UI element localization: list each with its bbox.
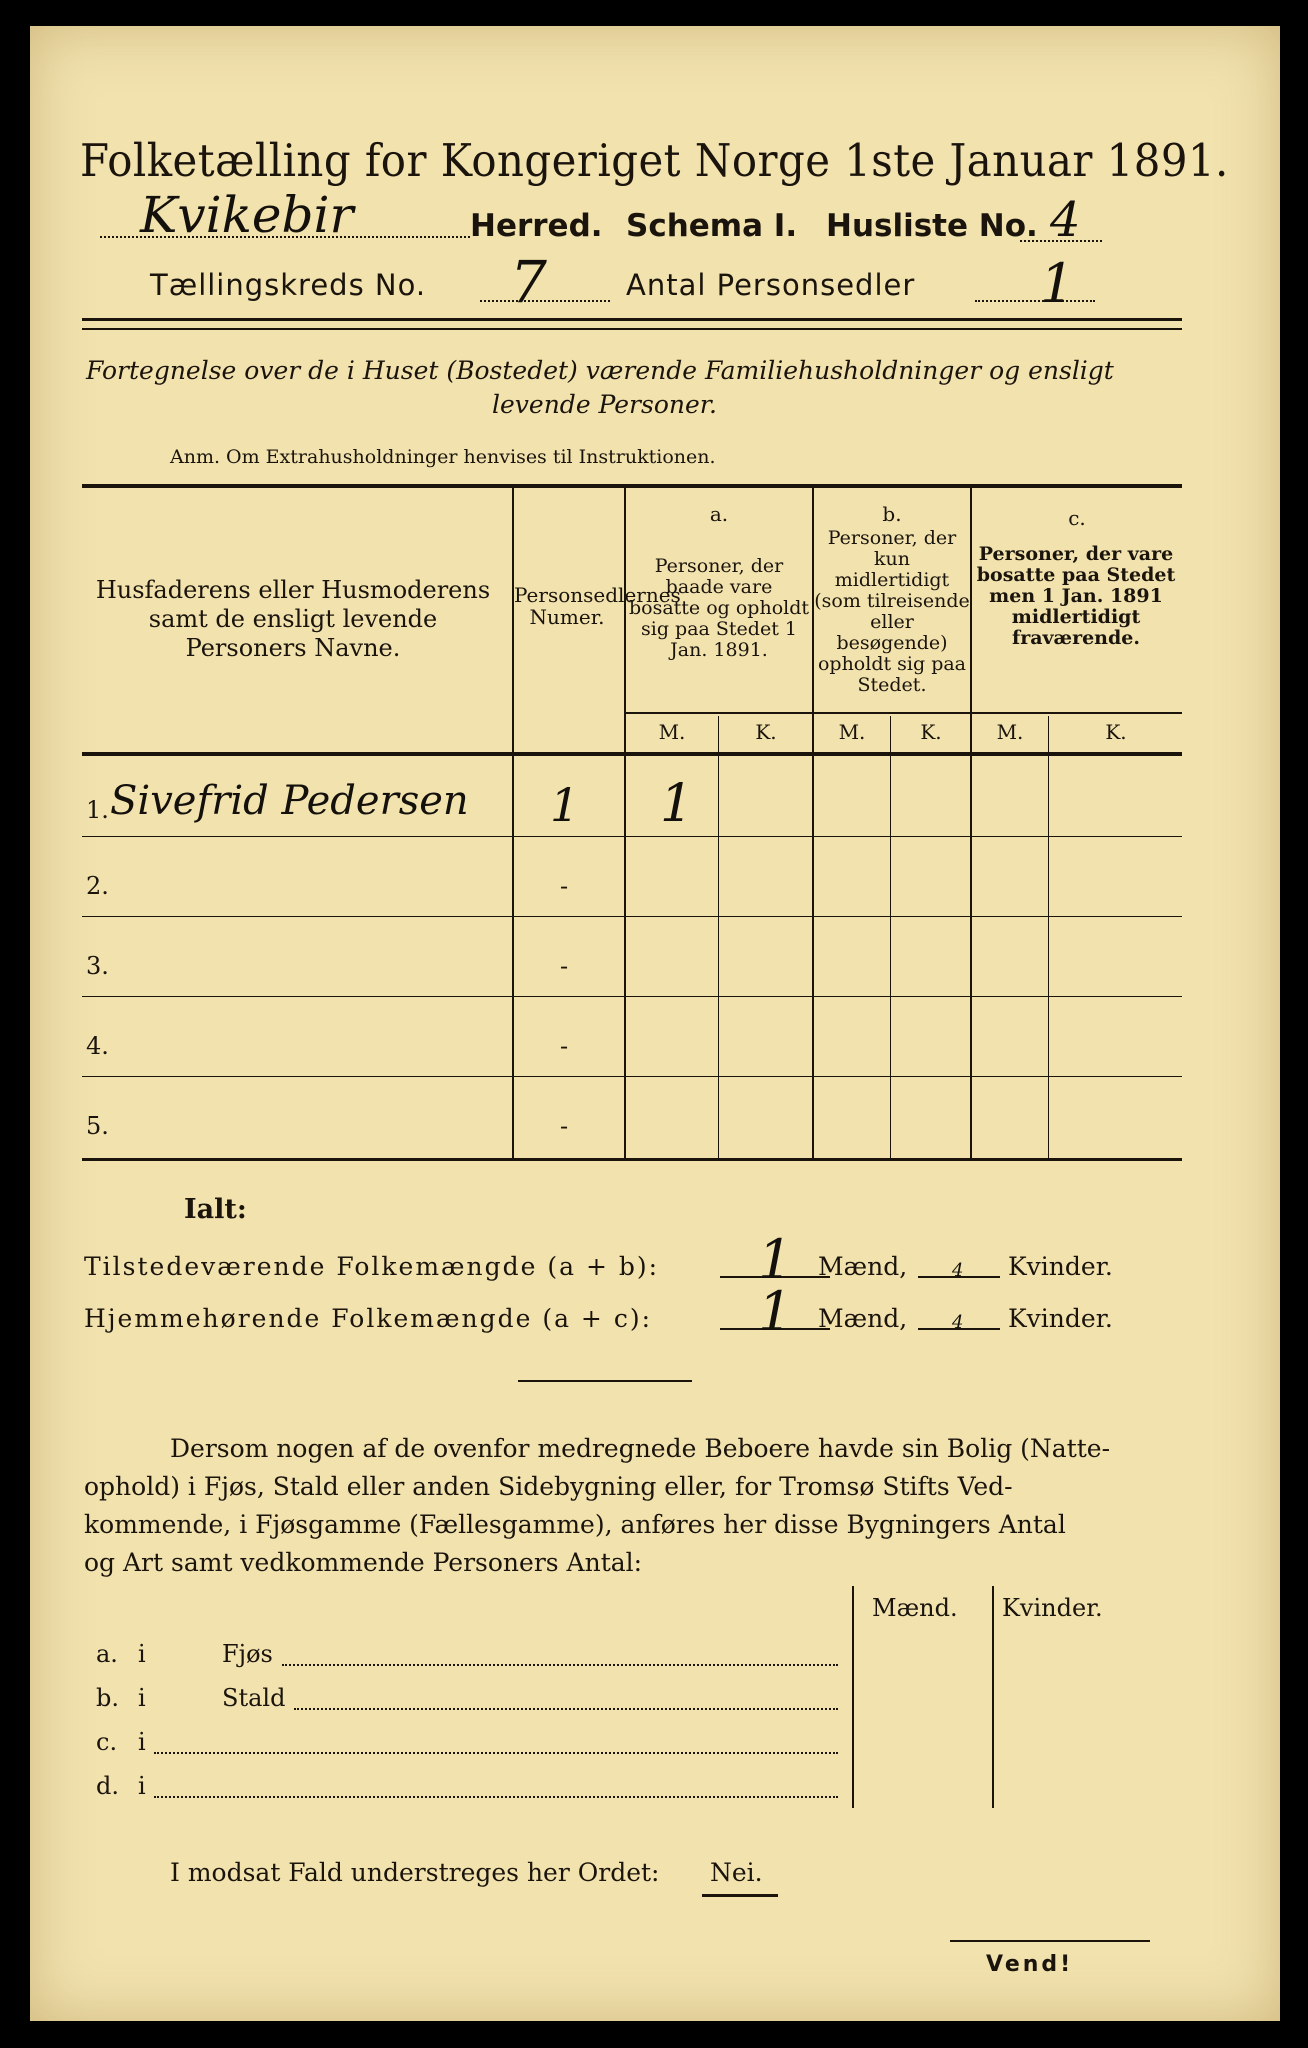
table-row-5-numer: -	[560, 1112, 569, 1140]
building-d-i: i	[138, 1772, 146, 1800]
row-rule-2	[82, 916, 1182, 917]
kreds-label: Tællingskreds No.	[150, 268, 427, 302]
herred-handwritten: Kvikebir	[140, 186, 354, 244]
a-k-label: K.	[755, 720, 777, 744]
building-a-label: Fjøs	[222, 1640, 273, 1668]
total-line-1-maend-label: Mænd,	[818, 1252, 908, 1281]
c-k-label: K.	[1105, 720, 1127, 744]
personsedler-value: 1	[1040, 252, 1075, 315]
vline-c-mid	[1048, 716, 1049, 1158]
col-a-letter: a.	[709, 502, 729, 526]
building-a-i: i	[138, 1640, 146, 1668]
col-a-header: Personer, der baade vare bosatte og opholdt sig paa Stedet 1 Jan. 1891.	[628, 555, 810, 661]
table-row-1-num: 1.	[86, 796, 109, 824]
personsedler-label: Antal Personsedler	[626, 268, 916, 302]
herred-label: Herred.	[470, 208, 603, 244]
row-rule-1	[82, 836, 1182, 837]
vline-b	[970, 488, 972, 1158]
table-row-3-num: 3.	[86, 952, 109, 980]
nei-underline	[702, 1894, 778, 1897]
husliste-value: 4	[1050, 192, 1081, 248]
col-numer-header: Personsedlernes Numer.	[514, 583, 681, 629]
table-bottom-rule	[82, 1158, 1182, 1161]
buildings-vline-2	[992, 1586, 994, 1808]
intro-note: Anm. Om Extrahusholdninger henvises til Instruktionen.	[170, 446, 716, 468]
row-rule-3	[82, 996, 1182, 997]
table-row-1-a-m: 1	[660, 774, 694, 834]
building-b-i: i	[138, 1684, 146, 1712]
total-line-2-label: Hjemmehørende Folkemængde (a + c):	[84, 1304, 652, 1333]
table-row-5-num: 5.	[86, 1112, 109, 1140]
table-row-3-numer: -	[560, 952, 569, 980]
buildings-col-kvinder: Kvinder.	[1002, 1594, 1103, 1622]
kreds-value: 7	[510, 248, 547, 316]
intro-line-2: levende Personer.	[492, 390, 717, 419]
personsedler-fill-line	[975, 300, 1095, 302]
b-k-label: K.	[920, 720, 942, 744]
total-line-2-kvinder: 4	[952, 1312, 964, 1333]
table-row-2-num: 2.	[86, 872, 109, 900]
b-m-label: M.	[838, 720, 866, 744]
buildings-vline-1	[852, 1586, 854, 1808]
table-top-rule	[82, 484, 1182, 488]
form-title: Folketælling for Kongeriget Norge 1ste Januar 1891.	[80, 134, 1229, 187]
building-b-dots	[294, 1708, 838, 1710]
census-form	[30, 26, 1280, 2021]
buildings-para-1: Dersom nogen af de ovenfor medregnede Beboere havde sin Bolig (Natte-	[170, 1434, 1111, 1463]
total-line-1-kvinder: 4	[952, 1260, 964, 1281]
table-row-2-numer: -	[560, 872, 569, 900]
footer-rule	[950, 1940, 1150, 1942]
c-m-label: M.	[996, 720, 1024, 744]
a-m-label: M.	[658, 720, 686, 744]
mk-top-rule	[626, 712, 1182, 714]
buildings-para-2: ophold) i Fjøs, Stald eller anden Sidebygning eller, for Tromsø Stifts Ved-	[84, 1472, 1013, 1501]
col-names-header: Husfaderens eller Husmoderens samt de ensligt levende Personers Navne.	[95, 576, 491, 662]
total-line-1-maend: 1	[758, 1228, 793, 1291]
row-rule-4	[82, 1076, 1182, 1077]
building-c-i: i	[138, 1728, 146, 1756]
vend-label: Vend!	[986, 1952, 1074, 1977]
header-rule-2	[82, 328, 1182, 330]
buildings-para-4: og Art samt vedkommende Personers Antal:	[84, 1548, 643, 1577]
building-d-letter: d.	[96, 1772, 119, 1800]
table-row-1-name: Sivefrid Pedersen	[110, 778, 469, 824]
vline-a-mid	[718, 716, 719, 1158]
vline-b-mid	[890, 716, 891, 1158]
table-row-4-numer: -	[560, 1032, 569, 1060]
building-a-letter: a.	[96, 1640, 118, 1668]
table-row-4-num: 4.	[86, 1032, 109, 1060]
buildings-para-3: kommende, i Fjøsgamme (Fællesgamme), anføres her disse Bygningers Antal	[84, 1510, 1066, 1539]
separator-rule	[518, 1380, 692, 1382]
building-c-dots	[154, 1752, 838, 1754]
total-line-1-kvinder-label: Kvinder.	[1008, 1252, 1113, 1281]
building-c-letter: c.	[96, 1728, 118, 1756]
total-line-2-maend: 1	[758, 1280, 793, 1343]
building-b-label: Stald	[222, 1684, 286, 1712]
building-d-dots	[154, 1796, 838, 1798]
col-b-letter: b.	[882, 502, 902, 526]
table-header-bottom-rule	[82, 752, 1182, 756]
header-rule-1	[82, 318, 1182, 321]
total-line-1-label: Tilstedeværende Folkemængde (a + b):	[84, 1252, 660, 1281]
building-a-dots	[282, 1664, 838, 1666]
building-b-letter: b.	[96, 1684, 119, 1712]
buildings-col-maend: Mænd.	[872, 1594, 958, 1622]
table-row-1-numer: 1	[550, 778, 580, 832]
col-b-header: Personer, der kun midlertidigt (som tilreisende eller besøgende) opholdt sig paa Stedet.	[814, 527, 970, 696]
col-c-header: Personer, der vare bosatte paa Stedet men 1 Jan. 1891 midlertidigt fraværende.	[976, 543, 1176, 649]
modsat-text: I modsat Fald understreges her Ordet:	[170, 1858, 660, 1887]
intro-line-1: Fortegnelse over de i Huset (Bostedet) værende Familiehusholdninger og ensligt	[86, 356, 1114, 385]
schema-label: Schema I.	[626, 208, 798, 244]
total-line-2-kvinder-label: Kvinder.	[1008, 1304, 1113, 1333]
husliste-label: Husliste No.	[826, 208, 1038, 244]
col-c-letter: c.	[1068, 506, 1086, 530]
nei-word: Nei.	[710, 1858, 763, 1887]
ialt-label: Ialt:	[184, 1194, 247, 1225]
total-line-2-maend-label: Mænd,	[818, 1304, 908, 1333]
